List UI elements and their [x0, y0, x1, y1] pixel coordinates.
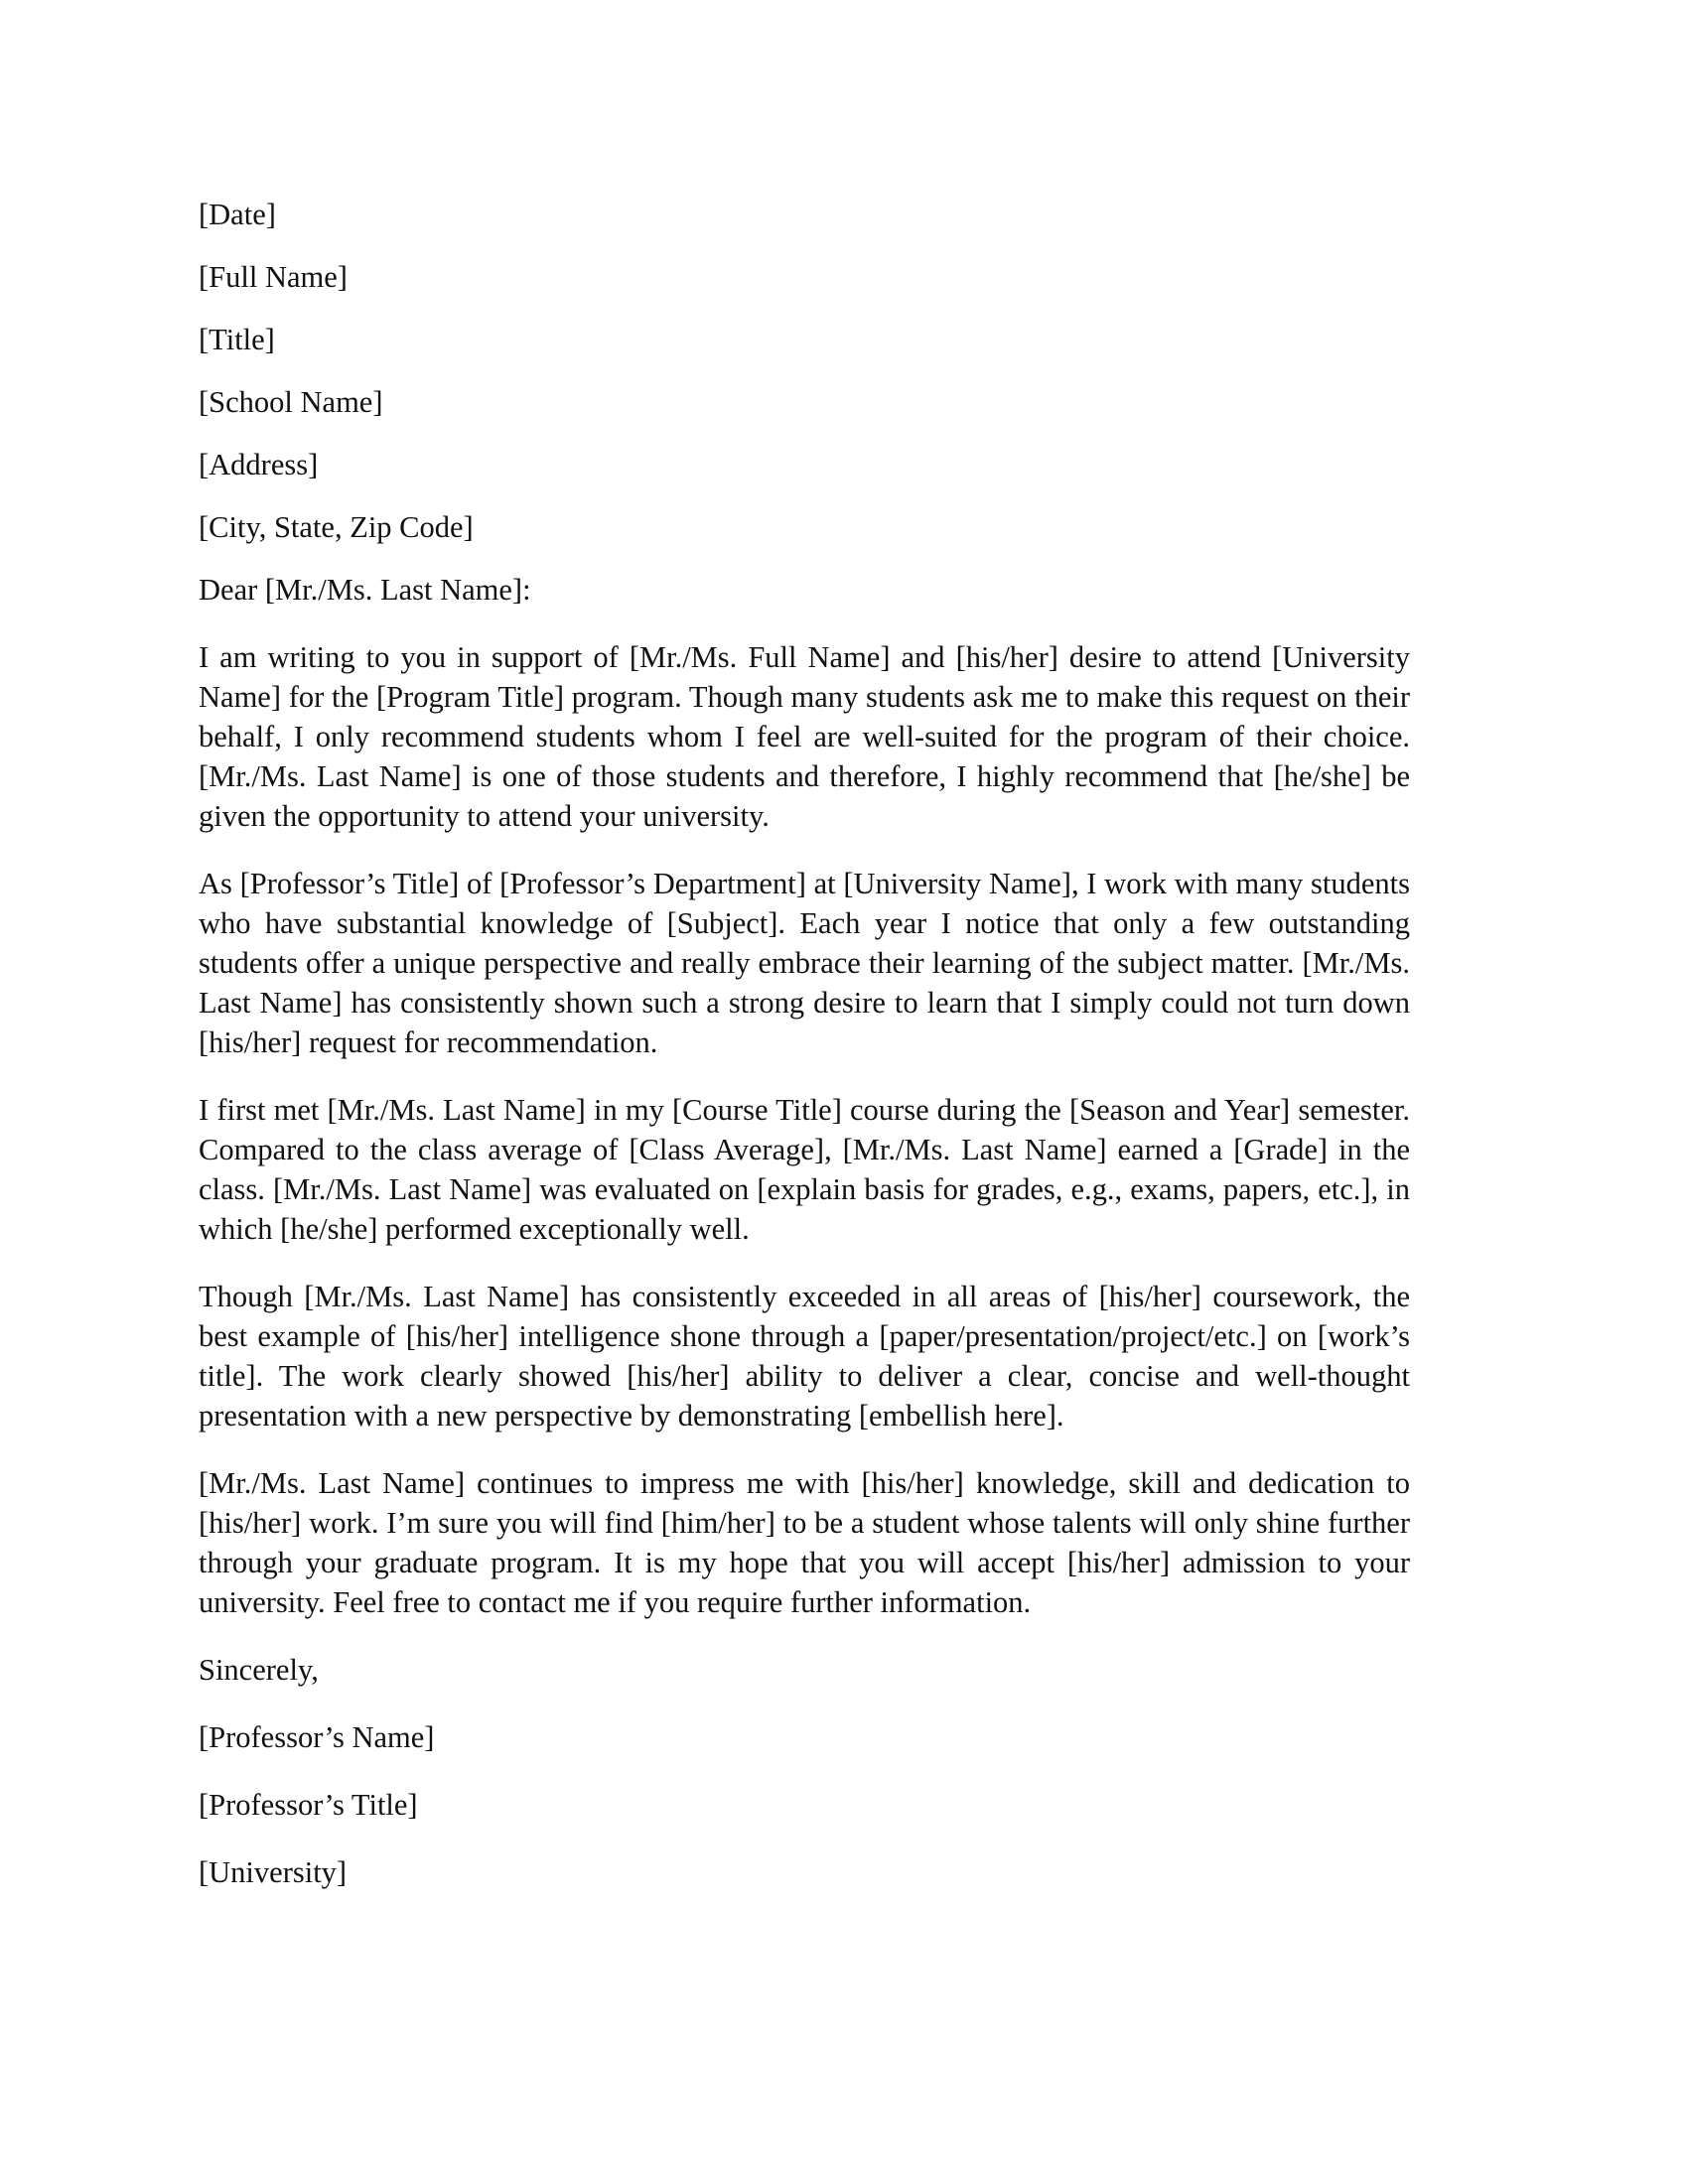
recipient-full-name: [Full Name] — [199, 260, 348, 294]
letter-body — [199, 637, 1410, 1622]
body-paragraph-4: Though [Mr./Ms. Last Name] has consistently exceeded in all areas of [his/her] coursework, the best example of [his/her] intelligence shone through a [paper/presentation/project/etc.] on [work’s title]. The work clearly showed [his/her] ability to deliver a clear, concise and well-thought presentation with a new perspective by demonstrating [embellish here]. — [199, 1280, 1410, 1433]
recipient-block — [199, 195, 1410, 547]
body-paragraph-2: As [Professor’s Title] of [Professor’s Department] at [University Name], I work with many students who have substantial knowledge of [Subject]. Each year I notice that only a few outstanding students offer a unique perspective and really embrace their learning of the subject matter. [Mr./Ms. Last Name] has consistently shown such a strong desire to learn that I simply could not turn down [his/her] request for recommendation. — [199, 867, 1410, 1059]
address-line: [Address] — [199, 448, 319, 481]
recipient-title: [Title] — [199, 323, 275, 356]
body-paragraph-3: I first met [Mr./Ms. Last Name] in my [Course Title] course during the [Season and Year] semester. Compared to the class average of [Class Average], [Mr./Ms. Last Name] earned a [Grade] in the class. [Mr./Ms. Last Name] was evaluated on [explain basis for grades, e.g., exams, papers, etc.], in which [he/she] performed exceptionally well. — [199, 1093, 1410, 1246]
closing: Sincerely, — [199, 1653, 319, 1687]
school-name: [School Name] — [199, 385, 383, 419]
city-state-zip-line: [City, State, Zip Code] — [199, 510, 474, 544]
university-line: [University] — [199, 1855, 348, 1889]
professor-title: [Professor’s Title] — [199, 1788, 418, 1822]
body-paragraph-5: [Mr./Ms. Last Name] continues to impress me with [his/her] knowledge, skill and dedication to [his/her] work. I’m sure you will find [him/her] to be a student whose talents will only shine further through your graduate program. It is my hope that you will accept [his/her] admission to your university. Feel free to contact me if you require further information. — [199, 1466, 1410, 1619]
date-line: [Date] — [199, 198, 276, 231]
salutation: Dear [Mr./Ms. Last Name]: — [199, 573, 531, 607]
professor-name: [Professor’s Name] — [199, 1720, 435, 1754]
recommendation-letter — [199, 195, 1410, 1920]
body-paragraph-1: I am writing to you in support of [Mr./Ms. Full Name] and [his/her] desire to attend [University Name] for the [Program Title] program. Though many students ask me to make this request on their behalf, I only recommend students whom I feel are well-suited for the program of their choice. [Mr./Ms. Last Name] is one of those students and therefore, I highly recommend that [he/she] be given the opportunity to attend your university. — [199, 640, 1410, 833]
signature-block — [199, 1717, 1410, 1892]
